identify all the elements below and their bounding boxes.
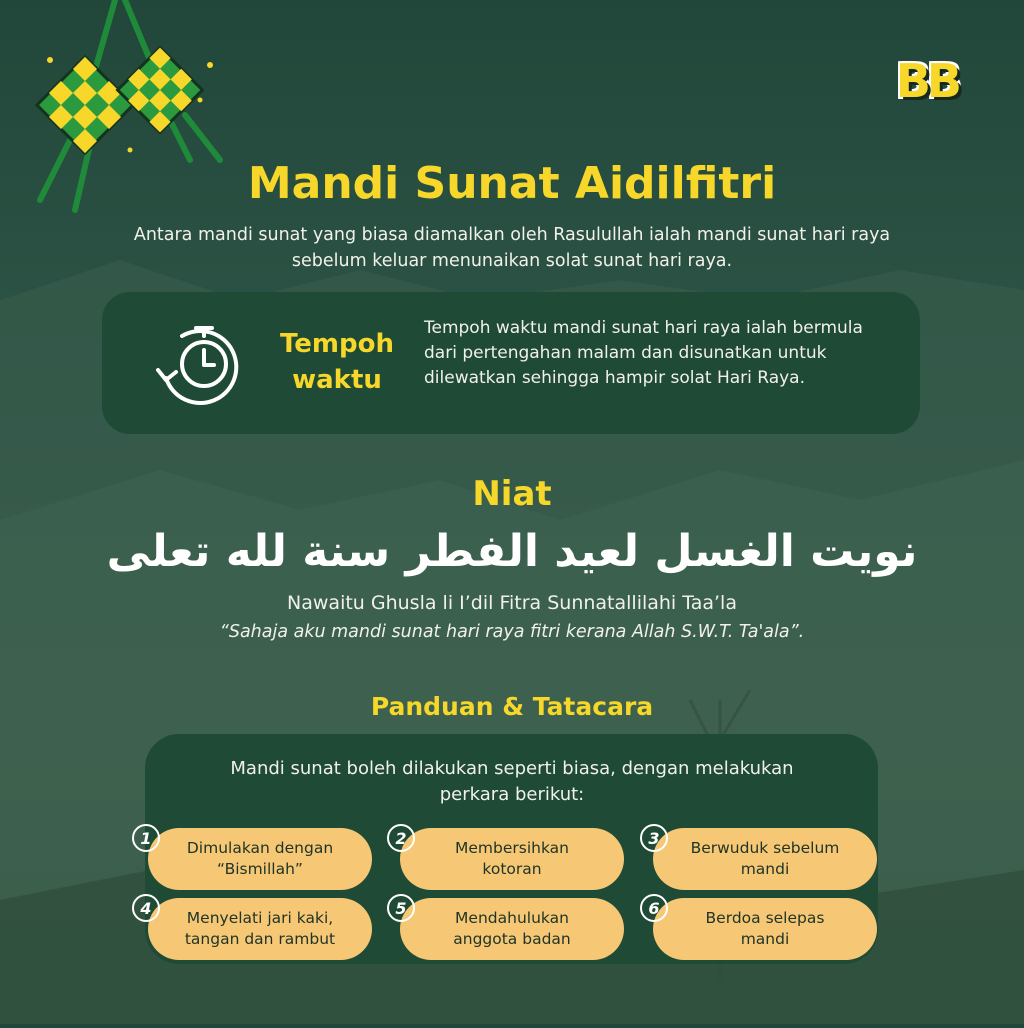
step-5-line1: Mendahulukan (455, 909, 569, 927)
niat-transliteration: Nawaitu Ghusla li I’dil Fitra Sunnatallilahi Taa’la (287, 592, 737, 614)
page-title: Mandi Sunat Aidilfitri (247, 158, 777, 209)
step-2-number: 2 (387, 824, 415, 852)
step-3-line2: mandi (740, 860, 790, 878)
tempoh-heading-line2: waktu (292, 365, 382, 395)
niat-heading: Niat (472, 474, 552, 514)
step-4-line1: Menyelati jari kaki, (186, 909, 334, 927)
panduan-heading: Panduan & Tatacara (370, 692, 654, 721)
step-1-line2: “Bismillah” (217, 860, 303, 878)
step-3-line1: Berwuduk sebelum (690, 839, 840, 857)
step-3-number: 3 (640, 824, 668, 852)
step-2-line1: Membersihkan (455, 839, 569, 857)
step-5-number: 5 (387, 894, 415, 922)
step-4 (148, 898, 372, 960)
step-6-line1: Berdoa selepas (705, 909, 825, 927)
page-subtitle: Antara mandi sunat yang biasa diamalkan oleh Rasulullah ialah mandi sunat hari raya sebelum keluar menunaikan solat sunat hari raya. (133, 225, 891, 271)
step-6-number: 6 (640, 894, 668, 922)
clock-refresh-icon (152, 316, 248, 412)
tempoh-waktu-card (102, 292, 920, 434)
step-2 (400, 828, 624, 890)
step-4-line2: tangan dan rambut (184, 930, 336, 948)
step-1-number: 1 (132, 824, 160, 852)
step-3 (653, 828, 877, 890)
tempoh-heading-line1: Tempoh (280, 329, 394, 359)
panduan-intro: Mandi sunat boleh dilakukan seperti biasa, dengan melakukan perkara berikut: (230, 758, 794, 805)
step-5-line2: anggota badan (453, 930, 571, 948)
step-1-line1: Dimulakan dengan (186, 839, 334, 857)
step-5 (400, 898, 624, 960)
step-6-line2: mandi (740, 930, 790, 948)
step-2-line2: kotoran (482, 860, 542, 878)
tempoh-heading (267, 326, 407, 398)
step-1 (148, 828, 372, 890)
brand-logo: BB (895, 54, 958, 108)
step-4-number: 4 (132, 894, 160, 922)
step-6 (653, 898, 877, 960)
niat-translation: “Sahaja aku mandi sunat hari raya fitri kerana Allah S.W.T. Ta'ala”. (219, 622, 805, 642)
niat-arabic-text: نويت الغسل لعيد الفطر سنة لله تعلى (106, 526, 918, 577)
tempoh-description: Tempoh waktu mandi sunat hari raya ialah bermula dari pertengahan malam dan disunatkan untuk dilewatkan sehingga hampir solat Hari Raya. (424, 318, 863, 388)
